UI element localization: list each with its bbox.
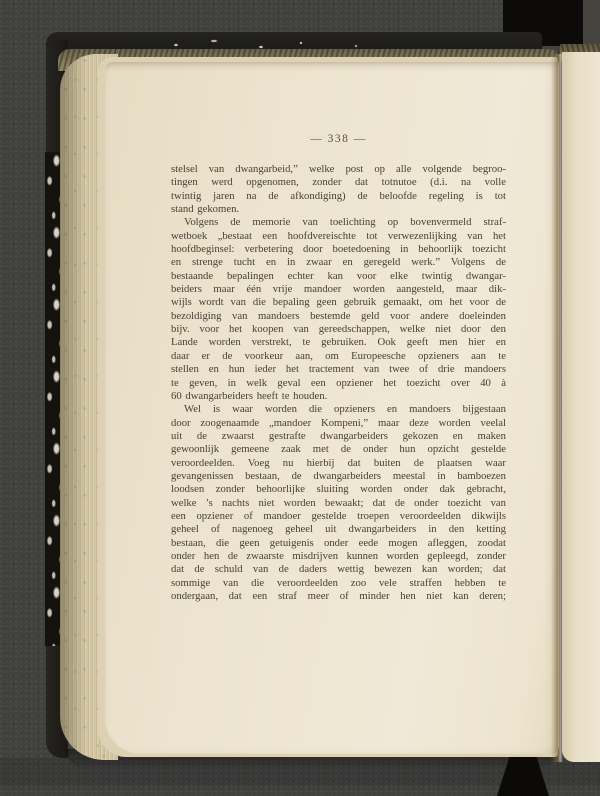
text-line: bezoldiging van mandoers bestemde geld voor andere doeleinden bbox=[171, 309, 506, 322]
text-line: ondergaan, dat een straf meer of minder hen niet kan deren; bbox=[171, 590, 506, 602]
text-line: wijls wordt van die bepaling geen gebruik gemaakt, om het voor de bbox=[171, 296, 506, 309]
text-line: beiders maar één vrije mandoer worden aangesteld, maar dik- bbox=[171, 283, 506, 296]
text-line: te geven, in welk geval een opziener het toezicht over 40 à bbox=[171, 376, 506, 389]
text-line: geheel of nagenoeg geheel uit dwangarbeiders in den ketting bbox=[171, 523, 506, 536]
text-line: stand gekomen. bbox=[171, 203, 240, 216]
text-line: uit de zwaarst gestrafte dwangarbeiders gekozen en maken bbox=[171, 429, 506, 442]
text-line: tingen werd opgenomen, zonder dat totnutoe (d.i. na volle bbox=[171, 176, 506, 189]
book-gutter-crease bbox=[551, 54, 563, 762]
text-line: daar er de voorkeur aan, om Europeesche opzieners aan te bbox=[171, 349, 506, 362]
text-line: een opziener of mandoer gestelde troepen veroordeelden dikwijls bbox=[171, 509, 506, 522]
text-line: veroordeelden. Voeg nu hierbij dat buiten de plaatsen waar bbox=[171, 456, 506, 469]
text-line: bestaan, die geen getuigenis onder eede mogen afleggen, zoodat bbox=[171, 536, 506, 549]
text-line: en strenge tucht en in zwaar en geregeld werk.” Volgens de bbox=[171, 256, 506, 269]
text-line: gevangenissen bestaan, de dwangarbeiders meestal in bamboezen bbox=[171, 469, 506, 482]
text-line: onder hen de zwaarste misdrijven kunnen worden gepleegd, zonder bbox=[171, 549, 506, 562]
text-line: twintig jaren na de afkondiging) de beloofde regeling is tot bbox=[171, 189, 506, 202]
text-line: Volgens de memorie van toelichting op bovenvermeld straf- bbox=[184, 216, 506, 229]
text-line: wetboek „bestaat een hoofdvereischte tot verwezenlijking van het bbox=[171, 229, 506, 242]
text-line: stelsel van dwangarbeid,” welke post op alle volgende begroo- bbox=[171, 163, 506, 175]
text-line: gewoonlijk gemeene zaak met de onder hun opzicht gestelde bbox=[171, 443, 506, 456]
text-line: dat de schuld van de daders wettig bewezen kan worden; dat bbox=[171, 563, 506, 576]
text-line: welke ’s nachts niet worden bewaakt; dat de onder toezicht van bbox=[171, 496, 506, 509]
page-text-block bbox=[171, 163, 506, 603]
text-line: stellen en hun ieder het tractement van twee of drie mandoers bbox=[171, 363, 506, 376]
text-line: bestaande bepalingen echter kan voor elke twintig dwangar- bbox=[171, 269, 506, 282]
text-line: Wel is waar worden die opzieners en mandoers bijgestaan bbox=[184, 403, 506, 416]
text-line: 60 dwangarbeiders heeft te houden. bbox=[171, 389, 328, 402]
text-line: bijv. voor het koopen van gereedschappen, welke niet door den bbox=[171, 323, 506, 336]
text-line: sommige van die veroordeelden zoo vele straffen hebben te bbox=[171, 576, 506, 589]
text-line: hoofdbeginsel: verbetering door boetedoening in behoorlijk toezicht bbox=[171, 243, 506, 256]
facing-page-sliver bbox=[562, 52, 600, 762]
text-line: Lande worden verstrekt, te gebruiken. Ook geeft men hier en bbox=[171, 336, 506, 349]
page-number: — 338 — bbox=[310, 133, 367, 145]
text-line: loodsen zonder behoorlijke sluiting worden onder dak gebracht, bbox=[171, 483, 506, 496]
text-line: door zoogenaamde „mandoer Kompeni,” maar deze worden veelal bbox=[171, 416, 506, 429]
